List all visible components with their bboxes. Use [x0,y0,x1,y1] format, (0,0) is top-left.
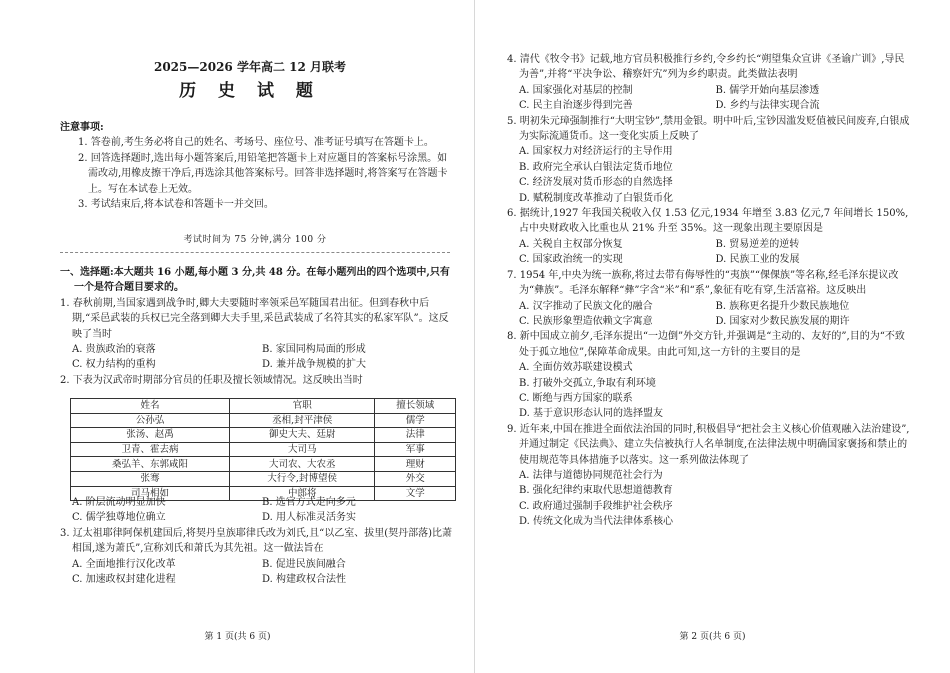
table-cell: 外交 [375,471,456,486]
option-b: B. 强化纪律约束取代思想道德教育 [519,485,673,497]
question-3 [60,526,452,588]
table-cell: 大行令,封博望侯 [229,471,375,486]
table-cell: 大司农、大农丞 [229,457,375,472]
question-stem: 9. 近年来,中国在推进全面依法治国的同时,积极倡导“把社会主义核心价值观融入法治建设”,并通过制定《民法典》、建立失信被执行人名单制度,在法律法规中明确国家褒扬和禁止的使用规范等具体措施予以落实。这一系列做法体现了 [507,423,910,466]
question-8 [507,329,912,421]
option-a: A. 汉字推动了民族文化的融合 [519,300,653,312]
table-header-row [71,399,456,414]
option-b: B. 选官方式走向多元 [262,497,356,508]
question-options [507,468,912,530]
option-a: A. 关税自主权部分恢复 [519,238,623,250]
option-d: D. 构建政权合法性 [262,574,347,586]
officials-table [70,398,456,501]
option-c: C. 国家政治统一的实现 [519,254,623,266]
question-2-stem-block [60,373,452,388]
exam-subject-title: 历 史 试 题 [179,81,321,101]
table-cell: 张骞 [71,471,230,486]
question-stem: 2. 下表为汉武帝时期部分官员的任职及擅长领域情况。这反映出当时 [60,374,363,386]
section-and-q1 [60,265,452,388]
option-c: C. 儒学独尊地位确立 [72,512,166,524]
question-1 [60,296,452,373]
option-c: C. 权力结构的重构 [72,359,156,371]
option-b: B. 儒学开始向基层渗透 [715,84,820,96]
question-options [60,342,452,373]
question-options [507,144,912,206]
table-cell: 卫青、霍去病 [71,442,230,457]
option-d: D. 基于意识形态认同的选择盟友 [519,408,664,420]
option-a: A. 法律与道德协同规范社会行为 [519,469,663,481]
option-b: B. 贸易逆差的逆转 [715,238,800,250]
option-d: D. 国家对少数民族发展的期许 [715,315,850,327]
option-c: C. 断绝与西方国家的联系 [519,392,633,404]
question-7 [507,268,912,330]
dashed-separator [60,252,450,253]
option-a: A. 全面地推行汉化改革 [72,558,176,570]
notice-item: 1. 答卷前,考生务必将自己的姓名、考场号、座位号、准考证号填写在答题卡上。 [78,137,434,149]
option-c: C. 政府通过强制手段维护社会秩序 [519,500,673,512]
option-d: D. 民族工业的发展 [715,254,800,266]
question-stem: 6. 据统计,1927 年我国关税收入仅 1.53 亿元,1934 年增至 3.83 亿元,7 年间增长 150%,占中央财政收入比重也从 21% 升至 35%。这一现象出现主要原因是 [507,208,909,235]
table-cell: 大司马 [229,442,375,457]
table-cell: 文学 [375,486,456,501]
table-cell: 丞相,封平津侯 [229,413,375,428]
question-4 [507,52,912,114]
table-row [71,413,456,428]
question-6 [507,206,912,268]
page-2 [475,0,950,673]
table-header: 官职 [229,399,375,414]
option-b: B. 族称更名提升少数民族地位 [715,300,850,312]
question-options [507,360,912,422]
question-stem: 7. 1954 年,中央为统一族称,将过去带有侮辱性的“夷族”“倮倮族”等名称,经毛泽东提议改为“彝族”。毛泽东解释“彝”字含“米”和“系”,象征有吃有穿,生活富裕。这反映出 [507,269,899,297]
question-options [507,237,912,268]
option-c: C. 民族形象塑造依赖文字寓意 [519,315,653,327]
table-cell: 法律 [375,428,456,443]
option-d: D. 用人标准灵活务实 [262,512,357,524]
table-cell: 理财 [375,457,456,472]
option-b: B. 家国同构局面的形成 [262,344,366,356]
table-row [71,471,456,486]
table-cell: 中郎将 [229,486,375,501]
option-b: B. 打破外交孤立,争取有利环境 [519,377,656,389]
question-stem: 3. 辽太祖耶律阿保机建国后,将契丹皇族耶律氏改为刘氏,且“以乙室、拔里(契丹部落)比萧相国,遂为萧氏”,宣称刘氏和萧氏为其先祖。这一做法旨在 [60,527,452,555]
table-cell: 御史大夫、廷尉 [229,428,375,443]
option-a: A. 阶层流动明显加快 [72,497,166,508]
table-header: 擅长领域 [375,399,456,414]
notice-heading: 注意事项: [60,122,104,133]
table-header: 姓名 [71,399,230,414]
question-stem: 4. 清代《牧令书》记载,地方官员积极推行乡约,令乡约长“朔望集众宣讲《圣谕广训》,导民为善”,并将“平决争讼、稽察奸宄”列为乡约职责。此类做法表明 [507,54,905,81]
page-number: 第 1 页(共 6 页) [204,632,271,642]
question-stem: 8. 新中国成立前夕,毛泽东提出“一边倒”外交方针,并强调是“主动的、友好的”,目的为“不致处于孤立地位”,保障革命成果。由此可知,这一方针的主要目的是 [507,331,905,358]
questions-4-9 [507,52,912,530]
table-cell: 军事 [375,442,456,457]
option-c: C. 民主自治逐步得到完善 [519,100,633,112]
option-b: B. 政府完全承认白银法定货币地位 [519,161,673,173]
question-options [507,299,912,330]
table-row [71,442,456,457]
question-stem: 1. 春秋前期,当国家遇到战争时,卿大夫要随时率领采邑军随国君出征。但到春秋中后期,“采邑武装的兵权已完全落到卿大夫手里,采邑武装成了名符其实的私家军队”。这反映了当时 [60,297,449,340]
option-c: C. 加速政权封建化进程 [72,574,176,586]
option-d: D. 赋税制度改革推动了白银货币化 [519,192,674,204]
question-options [60,495,452,526]
table-row [71,457,456,472]
question-stem: 5. 明初朱元璋强制推行“大明宝钞”,禁用金银。明中叶后,宝钞因滥发贬值被民间废弃,白银成为实际流通货币。这一变化实质上反映了 [507,115,910,143]
notice-item: 2. 回答选择题时,选出每小题答案后,用铅笔把答题卡上对应题目的答案标号涂黑。如需改动,用橡皮擦干净后,再选涂其他答案标号。回答非选择题时,将答案写在答题卡上。写在本试卷上无效。 [78,152,448,195]
section-heading: 一、选择题:本大题共 16 小题,每小题 3 分,共 48 分。在每小题列出的四个选项中,只有一个是符合题目要求的。 [60,267,450,294]
page-number: 第 2 页(共 6 页) [679,632,746,642]
notice-block [60,120,450,212]
table-row [71,428,456,443]
table-cell: 儒学 [375,413,456,428]
option-a: A. 国家强化对基层的控制 [519,84,633,96]
q2-options-and-q3 [60,495,452,587]
notice-item: 3. 考试结束后,将本试卷和答题卡一并交回。 [78,199,274,211]
question-options [507,83,912,114]
option-a: A. 贵族政治的衰落 [72,344,156,356]
option-a: A. 全面仿效苏联建设模式 [519,362,633,374]
table-cell: 公孙弘 [71,413,230,428]
table-cell: 桑弘羊、东郭咸阳 [71,457,230,472]
question-options [60,557,452,588]
exam-time-score: 考试时间为 75 分钟,满分 100 分 [183,235,327,245]
option-b: B. 促进民族间融合 [262,558,346,570]
option-d: D. 传统文化成为当代法律体系核心 [519,516,674,528]
exam-header: 2025—2026 学年高二 12 月联考 [153,60,347,74]
question-5 [507,114,912,206]
option-c: C. 经济发展对货币形态的自然选择 [519,177,673,189]
table-cell: 司马相如 [71,486,230,501]
question-9 [507,422,912,530]
option-d: D. 乡约与法律实现合流 [715,100,820,112]
option-a: A. 国家权力对经济运行的主导作用 [519,146,673,158]
option-d: D. 兼并战争规模的扩大 [262,359,367,371]
table-cell: 张汤、赵禹 [71,428,230,443]
